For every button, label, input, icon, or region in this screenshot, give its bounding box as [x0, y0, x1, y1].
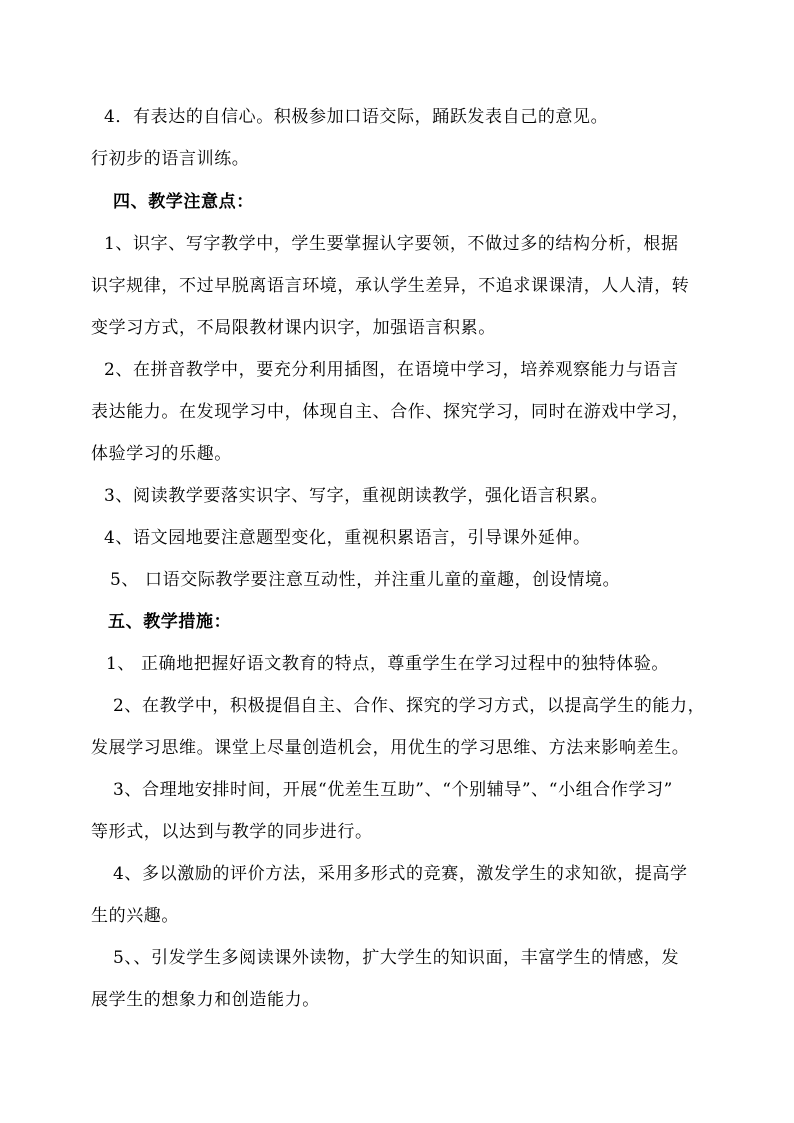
text-line-12: 5、 口语交际教学要注意互动性，并注重儿童的童趣，创设情境。 [110, 570, 621, 590]
text-line-22: 展学生的想象力和创造能力。 [91, 990, 320, 1010]
text-line-21: 5、、引发学生多阅读课外读物，扩大学生的知识面，丰富学生的情感，发 [113, 948, 680, 968]
section-heading-five: 五、教学措施： [108, 612, 232, 632]
text-line-1: 4．有表达的自信心。积极参加口语交际，踊跃发表自己的意见。 [104, 107, 609, 127]
text-line-18: 等形式，以达到与教学的同步进行。 [91, 822, 373, 842]
text-line-7: 2、在拼音教学中，要充分利用插图，在语境中学习，培养观察能力与语言 [104, 360, 679, 380]
text-line-10: 3、阅读教学要落实识字、写字，重视朗读教学，强化语言积累。 [104, 486, 609, 506]
text-line-17: 3、合理地安排时间，开展“优差生互助”、“个别辅导”、“小组合作学习” [113, 780, 673, 800]
section-heading-four: 四、教学注意点： [113, 192, 254, 212]
text-line-20: 生的兴趣。 [91, 906, 179, 926]
text-line-2: 行初步的语言训练。 [91, 149, 250, 169]
text-line-4: 1、识字、写字教学中，学生要掌握认字要领，不做过多的结构分析，根据 [104, 234, 679, 254]
text-line-16: 发展学习思维。课堂上尽量创造机会，用优生的学习思维、方法来影响差生。 [91, 738, 690, 758]
text-line-14: 1、 正确地把握好语文教育的特点，尊重学生在学习过程中的独特体验。 [106, 654, 670, 674]
text-line-19: 4、多以激励的评价方法，采用多形式的竞赛，激发学生的求知欲，提高学 [113, 864, 688, 884]
text-line-5: 识字规律，不过早脱离语言环境，承认学生差异，不追求课课清，人人清，转 [91, 276, 690, 296]
text-line-6: 变学习方式，不局限教材课内识字，加强语言积累。 [91, 318, 496, 338]
text-line-15: 2、在教学中，积极提倡自主、合作、探究的学习方式，以提高学生的能力， [113, 696, 706, 716]
text-line-8: 表达能力。在发现学习中，体现自主、合作、探究学习，同时在游戏中学习， [91, 402, 690, 422]
text-line-9: 体验学习的乐趣。 [91, 444, 232, 464]
text-line-11: 4、语文园地要注意题型变化，重视积累语言，引导课外延伸。 [104, 528, 591, 548]
